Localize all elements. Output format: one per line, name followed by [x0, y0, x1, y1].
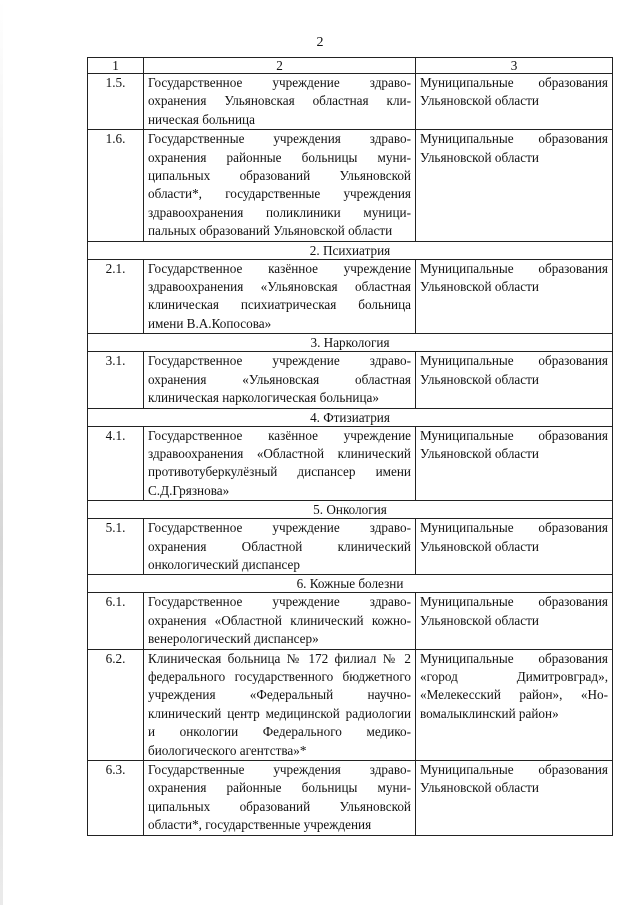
row-number: 6.3.: [88, 761, 144, 836]
served-area: Муниципальные образования Ульяновской области: [416, 761, 613, 836]
section-title: 2. Психиатрия: [88, 241, 613, 259]
section-title: 6. Кожные болезни: [88, 575, 613, 593]
section-title: 3. Наркология: [88, 334, 613, 352]
institution-name: Государственное учреждение здравоохранения «Ульяновская областная клиническая наркологическая больница»: [144, 352, 416, 408]
table-row: [88, 426, 613, 501]
served-area: Муниципальные образования Ульяновской области: [416, 519, 613, 575]
header-col-3: 3: [416, 58, 613, 74]
section-header-row: [88, 334, 613, 352]
table-row: [88, 74, 613, 130]
institution-name: Государственные учреждения здравоохранения районные больницы муниципальных образований Ульяновской области*, государственные учреждения здравоохранения поликлиники муниципальных образований Ульяновской области: [144, 130, 416, 241]
scan-edge: [0, 0, 3, 905]
served-area: Муниципальные образования «город Димитровград», «Мелекесский район», «Новомалыклинский район»: [416, 649, 613, 760]
table-row: [88, 519, 613, 575]
served-area: Муниципальные образования Ульяновской области: [416, 593, 613, 649]
served-area: Муниципальные образования Ульяновской области: [416, 426, 613, 501]
institution-name: Государственное казённое учреждение здравоохранения «Ульяновская областная клиническая психиатрическая больница имени В.А.Копосова»: [144, 259, 416, 334]
page-number: 2: [316, 35, 324, 50]
institution-name: Государственное учреждение здравоохранения Ульяновская областная клиническая больница: [144, 74, 416, 130]
section-header-row: [88, 241, 613, 259]
table-row: [88, 259, 613, 334]
section-title: 5. Онкология: [88, 501, 613, 519]
served-area: Муниципальные образования Ульяновской области: [416, 130, 613, 241]
row-number: 6.1.: [88, 593, 144, 649]
table-header-row: [88, 58, 613, 74]
row-number: 5.1.: [88, 519, 144, 575]
institution-name: Государственное казённое учреждение здравоохранения «Областной клинический противотуберкулёзный диспансер имени С.Д.Грязнова»: [144, 426, 416, 501]
institution-name: Клиническая больница № 172 филиал № 2 федерального государственного бюджетного учреждения «Федеральный научно-клинический центр медицинской радиологии и онкологии Федерального медико-биологического агентства»*: [144, 649, 416, 760]
table-row: [88, 761, 613, 836]
section-header-row: [88, 408, 613, 426]
row-number: 1.6.: [88, 130, 144, 241]
institution-name: Государственные учреждения здравоохранения районные больницы муниципальных образований Ульяновской области*, государственные учреждения: [144, 761, 416, 836]
row-number: 6.2.: [88, 649, 144, 760]
row-number: 4.1.: [88, 426, 144, 501]
section-header-row: [88, 501, 613, 519]
institution-name: Государственное учреждение здравоохранения «Областной клинический кожно-венерологический диспансер»: [144, 593, 416, 649]
table-row: [88, 649, 613, 760]
row-number: 3.1.: [88, 352, 144, 408]
row-number: 2.1.: [88, 259, 144, 334]
institution-name: Государственное учреждение здравоохранения Областной клинический онкологический диспансер: [144, 519, 416, 575]
header-col-2: 2: [144, 58, 416, 74]
institutions-table: [87, 57, 613, 836]
row-number: 1.5.: [88, 74, 144, 130]
served-area: Муниципальные образования Ульяновской области: [416, 259, 613, 334]
served-area: Муниципальные образования Ульяновской области: [416, 352, 613, 408]
served-area: Муниципальные образования Ульяновской области: [416, 74, 613, 130]
header-col-1: 1: [88, 58, 144, 74]
table-row: [88, 352, 613, 408]
table-body: [88, 74, 613, 836]
section-header-row: [88, 575, 613, 593]
section-title: 4. Фтизиатрия: [88, 408, 613, 426]
table-row: [88, 130, 613, 241]
table-row: [88, 593, 613, 649]
